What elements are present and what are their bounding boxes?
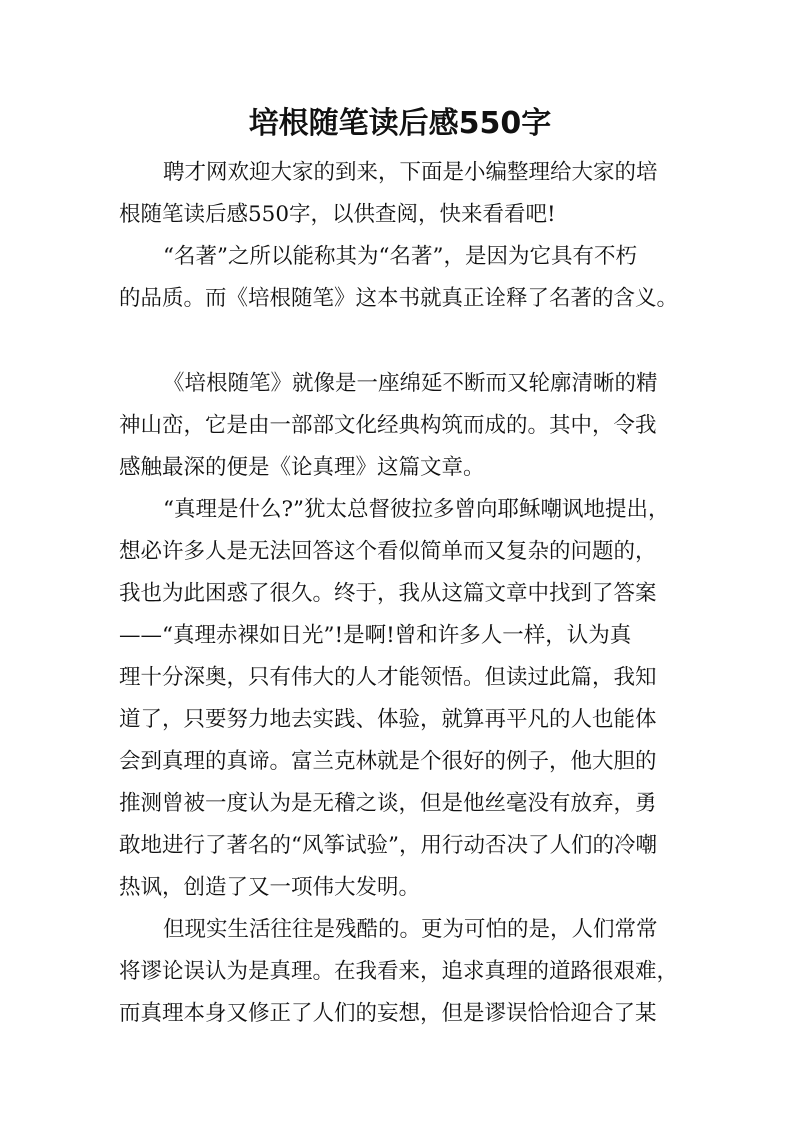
paragraph-line: 推测曾被一度认为是无稽之谈，但是他丝毫没有放弃，勇 <box>119 791 657 816</box>
paragraph-line: 将谬论误认为是真理。在我看来，追求真理的道路很艰难， <box>119 959 679 984</box>
paragraph-line: 理十分深奥，只有伟大的人才能领悟。但读过此篇，我知 <box>119 665 657 690</box>
paragraph-line: 《培根随笔》就像是一座绵延不断而又轮廓清晰的精 <box>163 371 658 396</box>
paragraph-line: “名著”之所以能称其为“名著”，是因为它具有不朽 <box>163 244 637 269</box>
paragraph-line: 热讽，创造了又一项伟大发明。 <box>119 875 421 900</box>
paragraph-line: 的品质。而《培根随笔》这本书就真正诠释了名著的含义。 <box>119 286 679 311</box>
paragraph-line: “真理是什么?”犹太总督彼拉多曾向耶稣嘲讽地提出， <box>163 497 670 522</box>
paragraph-line: 感触最深的便是《论真理》这篇文章。 <box>119 455 485 480</box>
paragraph-line: 聘才网欢迎大家的到来，下面是小编整理给大家的培 <box>163 160 658 185</box>
paragraph-line: 想必许多人是无法回答这个看似简单而又复杂的问题的， <box>119 539 657 564</box>
paragraph-line: 会到真理的真谛。富兰克林就是个很好的例子，他大胆的 <box>119 749 657 774</box>
paragraph-line: 我也为此困惑了很久。终于，我从这篇文章中找到了答案 <box>119 581 657 606</box>
paragraph-line: ——“真理赤裸如日光”!是啊!曾和许多人一样，认为真 <box>119 623 632 648</box>
paragraph-line: 道了，只要努力地去实践、体验，就算再平凡的人也能体 <box>119 707 657 732</box>
paragraph-line: 神山峦，它是由一部部文化经典构筑而成的。其中，令我 <box>119 413 657 438</box>
paragraph-line: 但现实生活往往是残酷的。更为可怕的是，人们常常 <box>163 917 658 942</box>
paragraph-line: 敢地进行了著名的“风筝试验”，用行动否决了人们的冷嘲 <box>119 833 657 858</box>
paragraph-line: 根随笔读后感550字，以供查阅，快来看看吧! <box>119 202 556 227</box>
paragraph-line: 而真理本身又修正了人们的妄想，但是谬误恰恰迎合了某 <box>119 1001 657 1026</box>
document-title: 培根随笔读后感550字 <box>248 106 552 141</box>
